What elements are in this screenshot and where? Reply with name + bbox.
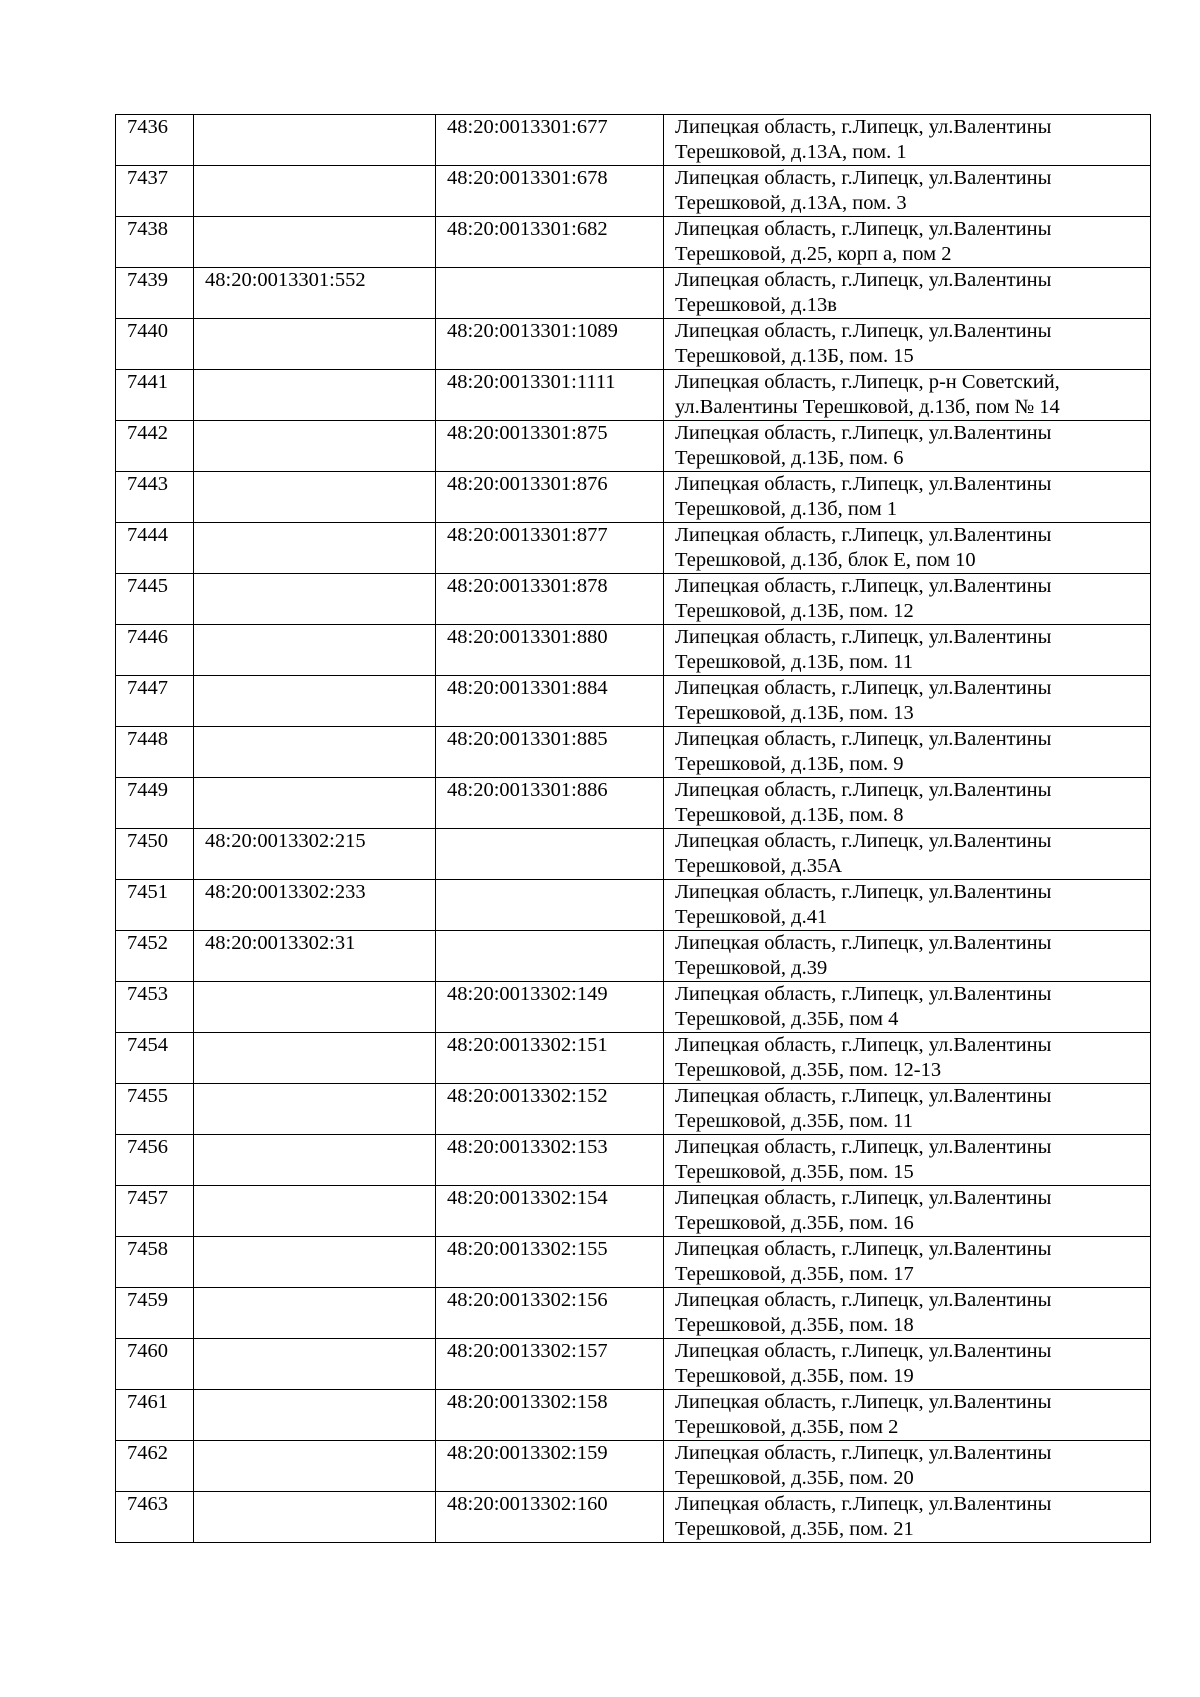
- room-cadastral-number: 48:20:0013302:157: [436, 1339, 664, 1390]
- room-cadastral-number: 48:20:0013301:878: [436, 574, 664, 625]
- table-row: [116, 982, 1151, 1033]
- row-number: 7444: [116, 523, 194, 574]
- land-cadastral-number: [194, 1186, 436, 1237]
- row-number: 7459: [116, 1288, 194, 1339]
- room-cadastral-number: 48:20:0013301:876: [436, 472, 664, 523]
- land-cadastral-number: [194, 421, 436, 472]
- table-row: [116, 268, 1151, 319]
- land-cadastral-number: [194, 676, 436, 727]
- room-cadastral-number: 48:20:0013302:154: [436, 1186, 664, 1237]
- row-number: 7461: [116, 1390, 194, 1441]
- address: Липецкая область, г.Липецк, ул.Валентины Терешковой, д.35А: [664, 829, 1151, 880]
- address: Липецкая область, г.Липецк, ул.Валентины Терешковой, д.13А, пом. 1: [664, 115, 1151, 166]
- address: Липецкая область, г.Липецк, ул.Валентины Терешковой, д.25, корп а, пом 2: [664, 217, 1151, 268]
- row-number: 7439: [116, 268, 194, 319]
- land-cadastral-number: 48:20:0013302:215: [194, 829, 436, 880]
- land-cadastral-number: [194, 472, 436, 523]
- table-row: [116, 778, 1151, 829]
- address: Липецкая область, г.Липецк, ул.Валентины Терешковой, д.35Б, пом 2: [664, 1390, 1151, 1441]
- room-cadastral-number: 48:20:0013301:886: [436, 778, 664, 829]
- row-number: 7445: [116, 574, 194, 625]
- table-row: [116, 217, 1151, 268]
- land-cadastral-number: [194, 1441, 436, 1492]
- room-cadastral-number: 48:20:0013301:677: [436, 115, 664, 166]
- address: Липецкая область, г.Липецк, ул.Валентины Терешковой, д.35Б, пом. 12-13: [664, 1033, 1151, 1084]
- address: Липецкая область, г.Липецк, ул.Валентины Терешковой, д.35Б, пом. 20: [664, 1441, 1151, 1492]
- land-cadastral-number: [194, 523, 436, 574]
- room-cadastral-number: [436, 829, 664, 880]
- table-row: [116, 472, 1151, 523]
- room-cadastral-number: [436, 268, 664, 319]
- address: Липецкая область, г.Липецк, ул.Валентины Терешковой, д.13б, пом 1: [664, 472, 1151, 523]
- land-cadastral-number: [194, 1492, 436, 1543]
- row-number: 7463: [116, 1492, 194, 1543]
- address: Липецкая область, г.Липецк, ул.Валентины Терешковой, д.35Б, пом. 17: [664, 1237, 1151, 1288]
- table-row: [116, 1186, 1151, 1237]
- address: Липецкая область, г.Липецк, ул.Валентины Терешковой, д.35Б, пом. 11: [664, 1084, 1151, 1135]
- room-cadastral-number: 48:20:0013301:875: [436, 421, 664, 472]
- table-row: [116, 727, 1151, 778]
- table-row: [116, 676, 1151, 727]
- row-number: 7460: [116, 1339, 194, 1390]
- land-cadastral-number: [194, 1135, 436, 1186]
- address: Липецкая область, г.Липецк, ул.Валентины Терешковой, д.35Б, пом 4: [664, 982, 1151, 1033]
- address: Липецкая область, г.Липецк, ул.Валентины Терешковой, д.35Б, пом. 19: [664, 1339, 1151, 1390]
- land-cadastral-number: [194, 1339, 436, 1390]
- table-row: [116, 319, 1151, 370]
- row-number: 7451: [116, 880, 194, 931]
- room-cadastral-number: [436, 880, 664, 931]
- room-cadastral-number: 48:20:0013301:1111: [436, 370, 664, 421]
- address: Липецкая область, г.Липецк, ул.Валентины Терешковой, д.13Б, пом. 11: [664, 625, 1151, 676]
- address: Липецкая область, г.Липецк, ул.Валентины Терешковой, д.39: [664, 931, 1151, 982]
- land-cadastral-number: [194, 1084, 436, 1135]
- row-number: 7448: [116, 727, 194, 778]
- land-cadastral-number: [194, 115, 436, 166]
- address: Липецкая область, г.Липецк, ул.Валентины Терешковой, д.13Б, пом. 12: [664, 574, 1151, 625]
- table-row: [116, 1288, 1151, 1339]
- room-cadastral-number: 48:20:0013302:153: [436, 1135, 664, 1186]
- land-cadastral-number: [194, 166, 436, 217]
- address: Липецкая область, г.Липецк, ул.Валентины Терешковой, д.13Б, пом. 6: [664, 421, 1151, 472]
- row-number: 7462: [116, 1441, 194, 1492]
- row-number: 7450: [116, 829, 194, 880]
- table-row: [116, 1135, 1151, 1186]
- row-number: 7458: [116, 1237, 194, 1288]
- land-cadastral-number: [194, 727, 436, 778]
- address: Липецкая область, г.Липецк, ул.Валентины Терешковой, д.13Б, пом. 15: [664, 319, 1151, 370]
- row-number: 7456: [116, 1135, 194, 1186]
- land-cadastral-number: [194, 1237, 436, 1288]
- table-row: [116, 574, 1151, 625]
- row-number: 7447: [116, 676, 194, 727]
- land-cadastral-number: 48:20:0013302:233: [194, 880, 436, 931]
- address: Липецкая область, г.Липецк, ул.Валентины Терешковой, д.13Б, пом. 8: [664, 778, 1151, 829]
- table-row: [116, 1492, 1151, 1543]
- room-cadastral-number: 48:20:0013301:1089: [436, 319, 664, 370]
- room-cadastral-number: 48:20:0013302:151: [436, 1033, 664, 1084]
- row-number: 7441: [116, 370, 194, 421]
- room-cadastral-number: 48:20:0013302:159: [436, 1441, 664, 1492]
- address: Липецкая область, г.Липецк, ул.Валентины Терешковой, д.35Б, пом. 21: [664, 1492, 1151, 1543]
- address: Липецкая область, г.Липецк, ул.Валентины Терешковой, д.13б, блок Е, пом 10: [664, 523, 1151, 574]
- room-cadastral-number: 48:20:0013301:884: [436, 676, 664, 727]
- table-row: [116, 1237, 1151, 1288]
- room-cadastral-number: 48:20:0013302:158: [436, 1390, 664, 1441]
- address: Липецкая область, г.Липецк, ул.Валентины Терешковой, д.13Б, пом. 9: [664, 727, 1151, 778]
- row-number: 7457: [116, 1186, 194, 1237]
- row-number: 7446: [116, 625, 194, 676]
- table-row: [116, 625, 1151, 676]
- land-cadastral-number: [194, 319, 436, 370]
- room-cadastral-number: 48:20:0013301:682: [436, 217, 664, 268]
- address: Липецкая область, г.Липецк, ул.Валентины Терешковой, д.35Б, пом. 15: [664, 1135, 1151, 1186]
- row-number: 7449: [116, 778, 194, 829]
- room-cadastral-number: 48:20:0013302:152: [436, 1084, 664, 1135]
- address: Липецкая область, г.Липецк, ул.Валентины Терешковой, д.35Б, пом. 16: [664, 1186, 1151, 1237]
- land-cadastral-number: [194, 778, 436, 829]
- land-cadastral-number: [194, 1288, 436, 1339]
- room-cadastral-number: 48:20:0013302:155: [436, 1237, 664, 1288]
- table-row: [116, 115, 1151, 166]
- room-cadastral-number: 48:20:0013301:877: [436, 523, 664, 574]
- table-row: [116, 931, 1151, 982]
- row-number: 7442: [116, 421, 194, 472]
- address: Липецкая область, г.Липецк, ул.Валентины Терешковой, д.13Б, пом. 13: [664, 676, 1151, 727]
- land-cadastral-number: [194, 982, 436, 1033]
- table-row: [116, 1084, 1151, 1135]
- land-cadastral-number: 48:20:0013302:31: [194, 931, 436, 982]
- table-row: [116, 1390, 1151, 1441]
- address: Липецкая область, г.Липецк, ул.Валентины Терешковой, д.41: [664, 880, 1151, 931]
- row-number: 7454: [116, 1033, 194, 1084]
- table-row: [116, 829, 1151, 880]
- room-cadastral-number: 48:20:0013301:880: [436, 625, 664, 676]
- row-number: 7438: [116, 217, 194, 268]
- land-cadastral-number: [194, 217, 436, 268]
- row-number: 7443: [116, 472, 194, 523]
- row-number: 7440: [116, 319, 194, 370]
- property-registry-table: [115, 114, 1151, 1543]
- room-cadastral-number: 48:20:0013302:160: [436, 1492, 664, 1543]
- table-row: [116, 370, 1151, 421]
- room-cadastral-number: 48:20:0013302:149: [436, 982, 664, 1033]
- row-number: 7452: [116, 931, 194, 982]
- table-row: [116, 421, 1151, 472]
- room-cadastral-number: 48:20:0013301:678: [436, 166, 664, 217]
- table-row: [116, 880, 1151, 931]
- land-cadastral-number: [194, 370, 436, 421]
- address: Липецкая область, г.Липецк, ул.Валентины Терешковой, д.35Б, пом. 18: [664, 1288, 1151, 1339]
- row-number: 7437: [116, 166, 194, 217]
- address: Липецкая область, г.Липецк, ул.Валентины Терешковой, д.13А, пом. 3: [664, 166, 1151, 217]
- registry-table-body: [116, 115, 1151, 1543]
- table-row: [116, 1441, 1151, 1492]
- land-cadastral-number: [194, 1033, 436, 1084]
- row-number: 7436: [116, 115, 194, 166]
- table-row: [116, 1033, 1151, 1084]
- land-cadastral-number: [194, 625, 436, 676]
- table-row: [116, 1339, 1151, 1390]
- table-row: [116, 523, 1151, 574]
- land-cadastral-number: 48:20:0013301:552: [194, 268, 436, 319]
- address: Липецкая область, г.Липецк, ул.Валентины Терешковой, д.13в: [664, 268, 1151, 319]
- address: Липецкая область, г.Липецк, р-н Советский, ул.Валентины Терешковой, д.13б, пом № 14: [664, 370, 1151, 421]
- row-number: 7455: [116, 1084, 194, 1135]
- land-cadastral-number: [194, 574, 436, 625]
- room-cadastral-number: 48:20:0013302:156: [436, 1288, 664, 1339]
- room-cadastral-number: 48:20:0013301:885: [436, 727, 664, 778]
- room-cadastral-number: [436, 931, 664, 982]
- row-number: 7453: [116, 982, 194, 1033]
- table-row: [116, 166, 1151, 217]
- land-cadastral-number: [194, 1390, 436, 1441]
